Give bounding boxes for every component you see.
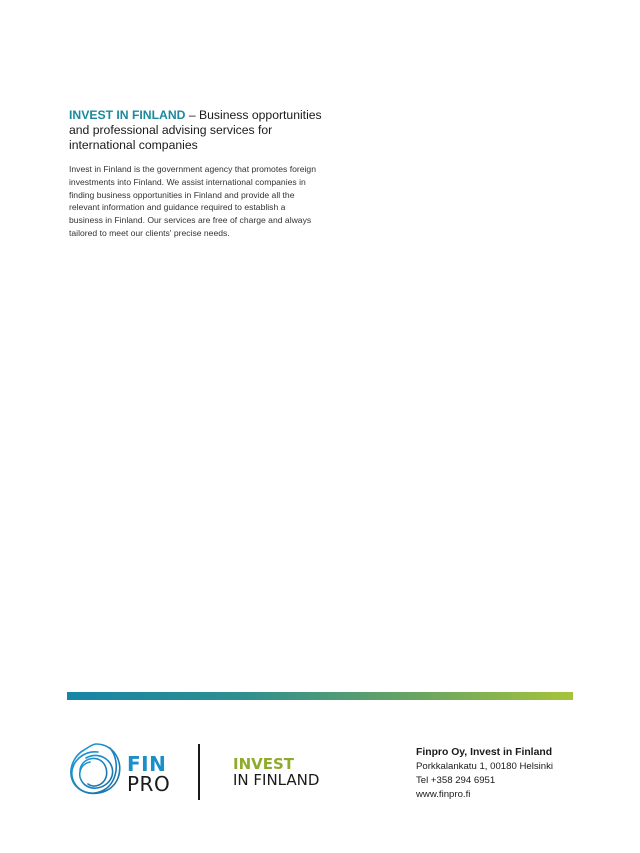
invest-logo-line2: IN FINLAND xyxy=(233,771,320,789)
contact-company: Finpro Oy, Invest in Finland xyxy=(416,747,553,758)
finpro-wordmark xyxy=(127,754,170,794)
contact-block xyxy=(416,746,553,802)
finpro-wordmark-pro: PRO xyxy=(127,772,171,796)
logo-divider xyxy=(198,744,200,800)
finpro-wordmark-fin: FIN xyxy=(127,752,167,776)
intro-heading-text: – Business opportunities and professional advising services for international companies xyxy=(69,108,322,152)
intro-body: Invest in Finland is the government agency that promotes foreign investments into Finland. We assist international companies in finding business opportunities in Finland and provide all the relevant information and guidance required to establish a business in Finland. Our services are free of charge and always tailored to meet our clients' precise needs. xyxy=(69,164,316,238)
gradient-divider-bar xyxy=(67,692,573,700)
contact-address: Porkkalankatu 1, 00180 Helsinki xyxy=(416,761,554,772)
contact-website[interactable]: www.finpro.fi xyxy=(416,789,471,800)
intro-heading xyxy=(69,108,329,153)
intro-brand: INVEST IN FINLAND xyxy=(69,108,186,122)
finpro-swirl-icon xyxy=(66,740,126,800)
invest-logo-line1: INVEST xyxy=(233,755,295,773)
intro-section xyxy=(69,108,329,240)
finpro-logo xyxy=(66,740,170,800)
contact-phone: Tel +358 294 6951 xyxy=(416,775,496,786)
invest-in-finland-logo xyxy=(233,756,319,788)
